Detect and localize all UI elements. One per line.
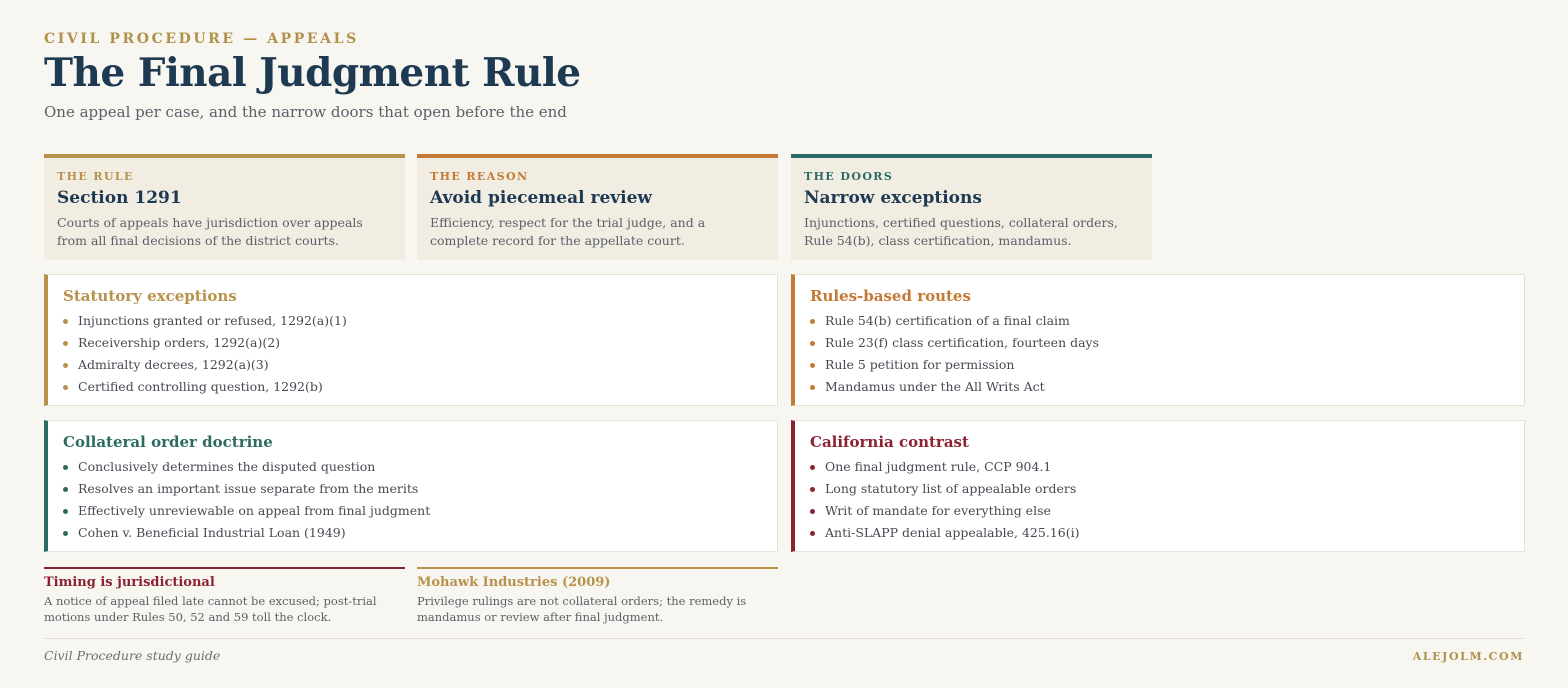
- list-item: Long statutory list of appealable orders: [810, 479, 1508, 501]
- card-the-rule: [44, 154, 405, 260]
- note-mohawk: [417, 567, 778, 625]
- panel-statutory-exceptions: [44, 274, 778, 406]
- card-body: Efficiency, respect for the trial judge, and a complete record for the appellate court.: [430, 215, 706, 248]
- list-item: Conclusively determines the disputed question: [63, 457, 761, 479]
- list-item: Anti-SLAPP denial appealable, 425.16(i): [810, 523, 1508, 545]
- note-timing: [44, 567, 405, 625]
- card-body: Courts of appeals have jurisdiction over appeals from all final decisions of the district courts.: [57, 215, 363, 248]
- list-item: Cohen v. Beneficial Industrial Loan (1949): [63, 523, 761, 545]
- card-body: Injunctions, certified questions, collateral orders, Rule 54(b), class certification, mandamus.: [804, 215, 1118, 248]
- list-item: Rule 5 petition for permission: [810, 355, 1508, 377]
- list-item: Injunctions granted or refused, 1292(a)(1): [63, 311, 761, 333]
- list-item: Resolves an important issue separate from the merits: [63, 479, 761, 501]
- card-heading: Narrow exceptions: [804, 188, 982, 208]
- note-body: Privilege rulings are not collateral orders; the remedy is mandamus or review after final judgment.: [417, 594, 747, 624]
- panel-list: [810, 457, 1508, 545]
- note-title: Timing is jurisdictional: [44, 575, 215, 590]
- panel-title: Statutory exceptions: [63, 287, 237, 305]
- list-item: Admiralty decrees, 1292(a)(3): [63, 355, 761, 377]
- panel-title: California contrast: [810, 433, 969, 451]
- list-item: Writ of mandate for everything else: [810, 501, 1508, 523]
- footer-caption: Civil Procedure study guide: [44, 648, 221, 663]
- list-item: Rule 23(f) class certification, fourteen days: [810, 333, 1508, 355]
- list-item: Receivership orders, 1292(a)(2): [63, 333, 761, 355]
- list-item: Mandamus under the All Writs Act: [810, 377, 1508, 399]
- page-subtitle: One appeal per case, and the narrow doors that open before the end: [44, 103, 567, 121]
- panel-title: Collateral order doctrine: [63, 433, 273, 451]
- panel-title: Rules-based routes: [810, 287, 971, 305]
- footer-site-link[interactable]: ALEJOLM.COM: [1412, 650, 1524, 663]
- footer-divider: [44, 638, 1524, 639]
- note-title: Mohawk Industries (2009): [417, 575, 611, 590]
- panel-list: [63, 311, 761, 399]
- list-item: Certified controlling question, 1292(b): [63, 377, 761, 399]
- section-eyebrow: CIVIL PROCEDURE — APPEALS: [44, 31, 359, 47]
- panel-collateral-order-doctrine: [44, 420, 778, 552]
- note-body: A notice of appeal filed late cannot be excused; post-trial motions under Rules 50, 52 and 59 toll the clock.: [44, 594, 377, 624]
- card-kicker: THE RULE: [57, 170, 134, 183]
- panel-list: [63, 457, 761, 545]
- card-the-reason: [417, 154, 778, 260]
- list-item: Effectively unreviewable on appeal from final judgment: [63, 501, 761, 523]
- card-kicker: THE DOORS: [804, 170, 894, 183]
- list-item: Rule 54(b) certification of a final claim: [810, 311, 1508, 333]
- panel-rules-based-routes: [791, 274, 1525, 406]
- panel-list: [810, 311, 1508, 399]
- card-the-doors: [791, 154, 1152, 260]
- card-heading: Section 1291: [57, 188, 182, 208]
- list-item: One final judgment rule, CCP 904.1: [810, 457, 1508, 479]
- page-title: The Final Judgment Rule: [44, 50, 581, 96]
- card-kicker: THE REASON: [430, 170, 529, 183]
- panel-california-contrast: [791, 420, 1525, 552]
- card-heading: Avoid piecemeal review: [430, 188, 653, 208]
